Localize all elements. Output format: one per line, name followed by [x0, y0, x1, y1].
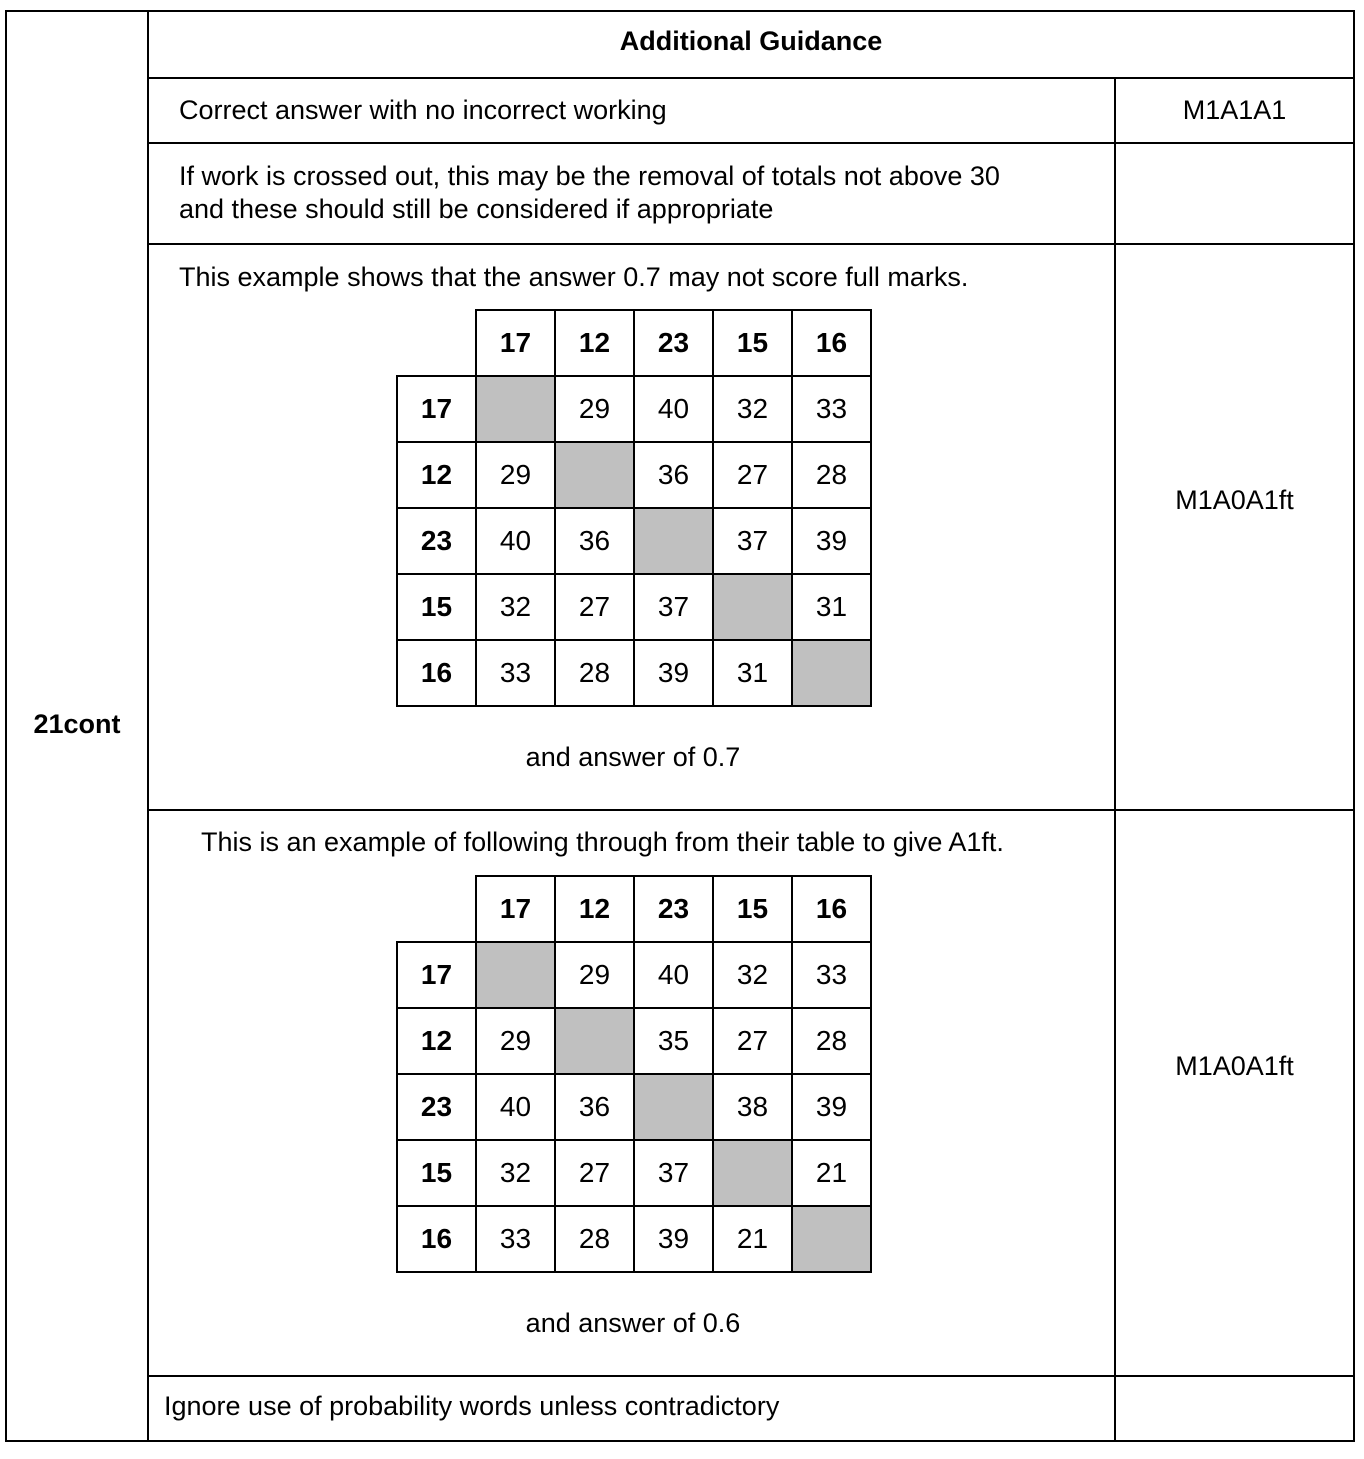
table-cell: 28	[555, 1206, 634, 1272]
col-header: 23	[634, 876, 713, 942]
table-cell: 27	[555, 574, 634, 640]
table-cell: 27	[555, 1140, 634, 1206]
row-header: 12	[397, 1008, 476, 1074]
table-cell: 40	[476, 1074, 555, 1140]
col-header: 23	[634, 310, 713, 376]
example-answer: and answer of 0.7	[525, 742, 741, 772]
table-cell: 29	[476, 1008, 555, 1074]
table-cell: 40	[634, 942, 713, 1008]
col-header: 16	[792, 310, 871, 376]
question-column-divider	[147, 10, 149, 1442]
guidance-text-line-1: If work is crossed out, this may be the removal of totals not above 30	[179, 161, 1000, 191]
row-divider	[147, 809, 1355, 811]
frame-bottom	[5, 1440, 1355, 1442]
table-cell: 21	[713, 1206, 792, 1272]
table-cell: 38	[713, 1074, 792, 1140]
col-header: 12	[555, 310, 634, 376]
table-corner	[397, 876, 476, 942]
example-intro: This example shows that the answer 0.7 may not score full marks.	[179, 262, 969, 292]
mark-code: M1A0A1ft	[1175, 1051, 1294, 1081]
example-table-1	[396, 309, 872, 707]
row-header: 16	[397, 640, 476, 706]
table-cell: 29	[555, 376, 634, 442]
table-cell: 27	[713, 1008, 792, 1074]
row-header: 15	[397, 1140, 476, 1206]
guidance-header: Additional Guidance	[619, 26, 883, 56]
col-header: 15	[713, 876, 792, 942]
shaded-cell	[713, 1140, 792, 1206]
shaded-cell	[792, 1206, 871, 1272]
table-cell: 40	[634, 376, 713, 442]
example-intro: This is an example of following through from their table to give A1ft.	[201, 827, 1004, 857]
table-cell: 32	[476, 1140, 555, 1206]
frame-right	[1353, 10, 1355, 1442]
table-cell: 27	[713, 442, 792, 508]
table-cell: 37	[634, 574, 713, 640]
shaded-cell	[792, 640, 871, 706]
row-divider	[147, 1375, 1355, 1377]
table-cell: 39	[634, 640, 713, 706]
col-header: 15	[713, 310, 792, 376]
table-cell: 33	[792, 942, 871, 1008]
col-header: 16	[792, 876, 871, 942]
mark-code: M1A1A1	[1182, 95, 1287, 125]
table-cell: 29	[476, 442, 555, 508]
col-header: 17	[476, 310, 555, 376]
shaded-cell	[555, 442, 634, 508]
row-divider	[147, 77, 1355, 79]
table-cell: 39	[792, 1074, 871, 1140]
table-cell: 36	[555, 1074, 634, 1140]
row-header: 16	[397, 1206, 476, 1272]
shaded-cell	[634, 508, 713, 574]
question-label: 21cont	[33, 709, 121, 739]
row-header: 12	[397, 442, 476, 508]
table-cell: 33	[476, 1206, 555, 1272]
table-cell: 28	[555, 640, 634, 706]
shaded-cell	[713, 574, 792, 640]
table-cell: 39	[792, 508, 871, 574]
table-cell: 32	[713, 942, 792, 1008]
table-cell: 32	[476, 574, 555, 640]
example-table-2	[396, 875, 872, 1273]
shaded-cell	[555, 1008, 634, 1074]
table-cell: 40	[476, 508, 555, 574]
row-header: 17	[397, 376, 476, 442]
table-cell: 29	[555, 942, 634, 1008]
row-header: 23	[397, 1074, 476, 1140]
table-cell: 21	[792, 1140, 871, 1206]
mark-column-divider	[1114, 77, 1116, 1442]
col-header: 17	[476, 876, 555, 942]
mark-code: M1A0A1ft	[1175, 485, 1294, 515]
row-header: 17	[397, 942, 476, 1008]
col-header: 12	[555, 876, 634, 942]
table-cell: 31	[713, 640, 792, 706]
table-cell: 39	[634, 1206, 713, 1272]
shaded-cell	[476, 942, 555, 1008]
table-cell: 33	[792, 376, 871, 442]
row-header: 23	[397, 508, 476, 574]
row-divider	[147, 243, 1355, 245]
table-cell: 36	[555, 508, 634, 574]
table-cell: 35	[634, 1008, 713, 1074]
table-cell: 31	[792, 574, 871, 640]
guidance-text: Correct answer with no incorrect working	[179, 95, 667, 125]
row-divider	[147, 142, 1355, 144]
row-header: 15	[397, 574, 476, 640]
shaded-cell	[476, 376, 555, 442]
shaded-cell	[634, 1074, 713, 1140]
table-cell: 37	[713, 508, 792, 574]
table-cell: 28	[792, 1008, 871, 1074]
table-cell: 28	[792, 442, 871, 508]
frame-top	[5, 10, 1355, 12]
table-cell: 37	[634, 1140, 713, 1206]
guidance-text-line-2: and these should still be considered if appropriate	[179, 194, 774, 224]
table-cell: 33	[476, 640, 555, 706]
table-cell: 36	[634, 442, 713, 508]
guidance-text: Ignore use of probability words unless contradictory	[164, 1391, 780, 1421]
table-corner	[397, 310, 476, 376]
table-cell: 32	[713, 376, 792, 442]
example-answer: and answer of 0.6	[525, 1308, 741, 1338]
